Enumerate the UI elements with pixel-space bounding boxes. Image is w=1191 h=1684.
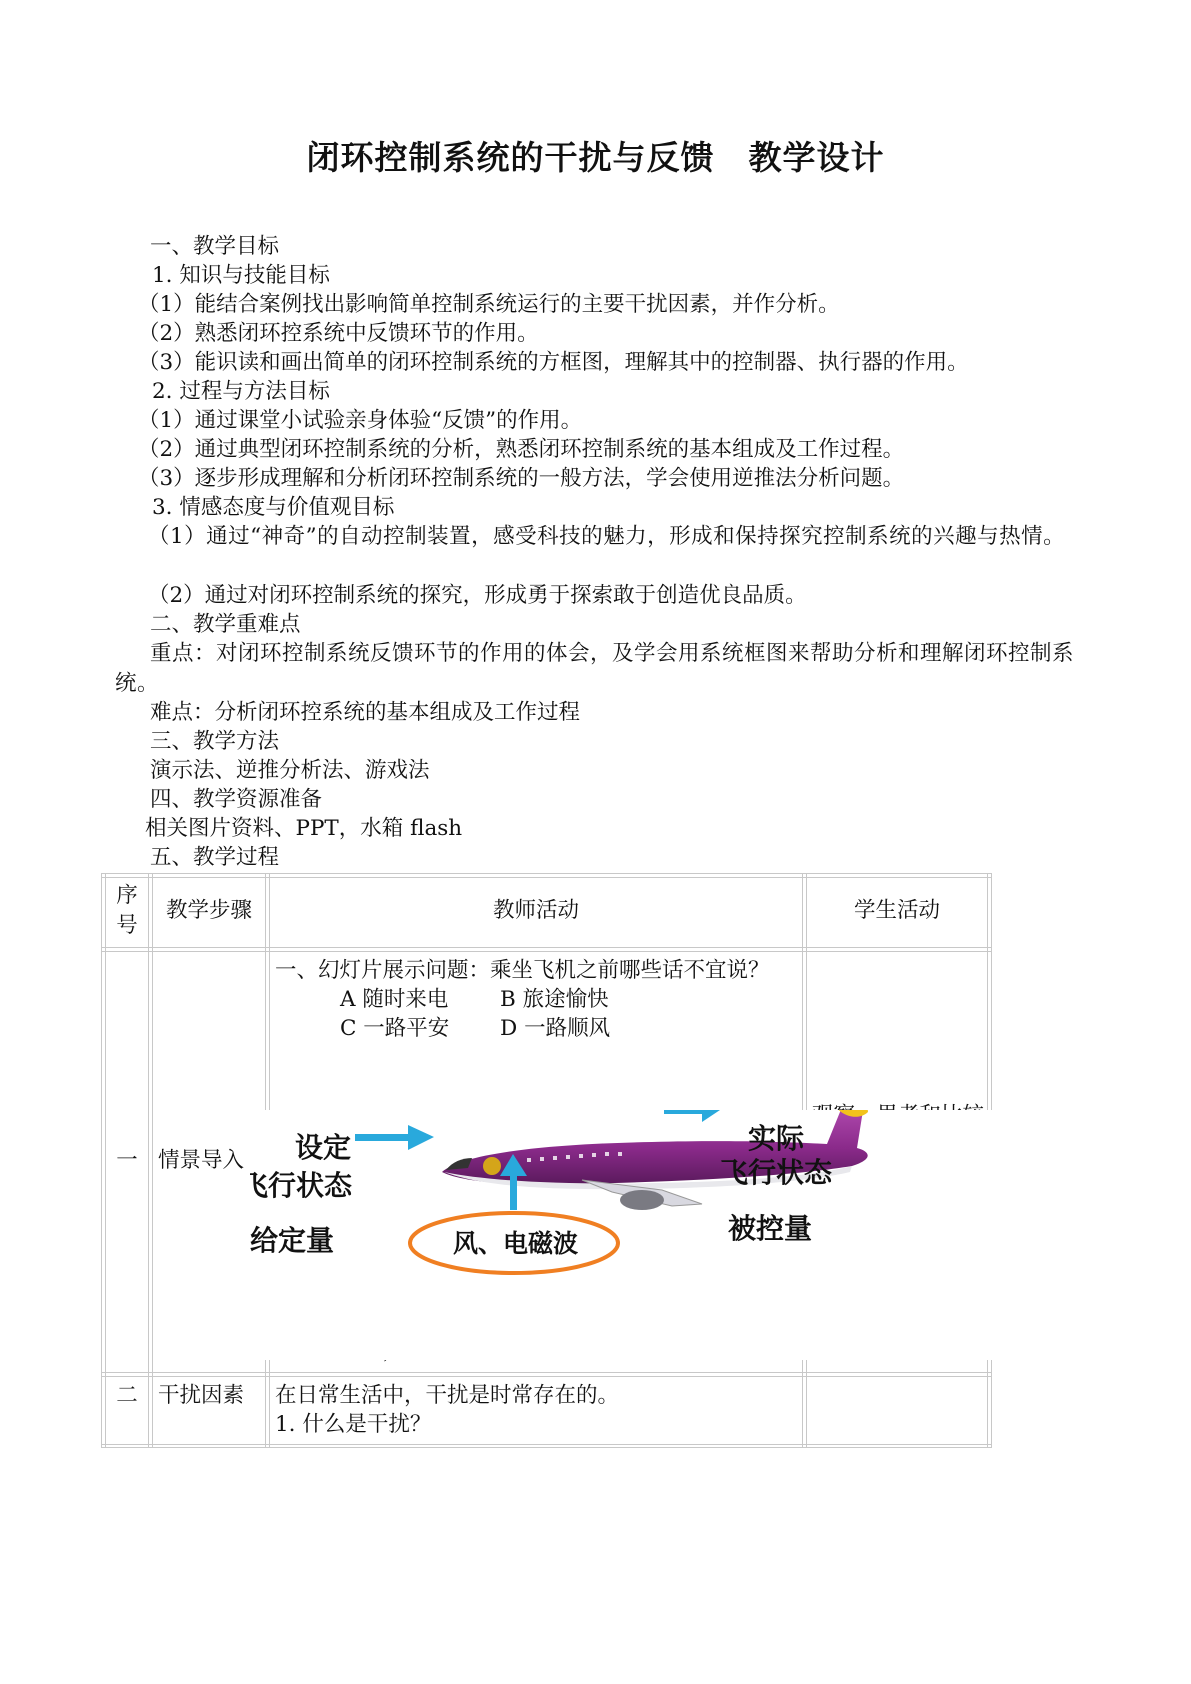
actual-label-1: 实际 — [748, 1122, 805, 1155]
teacher-activity-line: 1. 什么是干扰？ — [275, 1412, 432, 1437]
section-heading-resources: 四、教学资源准备 — [150, 787, 323, 812]
objective-item: （3）逐步形成理解和分析闭环控制系统的一般方法，学会使用逆推法分析问题。 — [138, 466, 905, 491]
section-heading-keypoints: 二、教学重难点 — [150, 612, 301, 637]
methods-text: 演示法、逆推分析法、游戏法 — [150, 758, 430, 783]
option-b: B 旅途愉快 — [500, 987, 609, 1012]
section-heading-process: 五、教学过程 — [150, 845, 280, 870]
option-d: D 一路顺风 — [500, 1016, 611, 1041]
section-heading-methods: 三、教学方法 — [150, 729, 280, 754]
header-no: 序号 — [116, 883, 138, 938]
controlled-quantity: 被控量 — [728, 1212, 813, 1245]
key-point: 重点：对闭环控制系统反馈环节的作用的体会，及学会用系统框图来帮助分析和理解闭环控制系统。 — [115, 641, 1075, 696]
teacher-question: 一、幻灯片展示问题：乘坐飞机之前哪些话不宜说？ — [275, 958, 770, 983]
objective-item: （2）通过典型闭环控制系统的分析，熟悉闭环控制系统的基本组成及工作过程。 — [138, 437, 905, 462]
row-no: 一 — [116, 1148, 138, 1173]
setpoint-quantity: 给定量 — [250, 1224, 335, 1257]
page-title: 闭环控制系统的干扰与反馈 教学设计 — [306, 138, 885, 177]
resources-text: 相关图片资料、PPT，水箱 flash — [145, 816, 463, 841]
actual-label-2: 飞行状态 — [720, 1156, 833, 1189]
row-no: 二 — [116, 1383, 138, 1408]
setpoint-label-2: 飞行状态 — [250, 1169, 353, 1202]
subsection-attitude: 3. 情感态度与价值观目标 — [152, 495, 395, 520]
subsection-knowledge: 1. 知识与技能目标 — [152, 263, 330, 288]
objective-item: （3）能识读和画出简单的闭环控制系统的方框图，理解其中的控制器、执行器的作用。 — [138, 350, 969, 375]
header-teacher: 教师活动 — [492, 898, 579, 923]
row-step: 干扰因素 — [158, 1383, 245, 1408]
objective-item: （2）通过对闭环控制系统的探究，形成勇于探索敢于创造优良品质。 — [148, 583, 807, 608]
header-student: 学生活动 — [853, 898, 940, 923]
row-step: 情景导入 — [158, 1148, 245, 1173]
objective-item: （1）通过课堂小试验亲身体验“反馈”的作用。 — [138, 408, 583, 433]
disturbance-label: 风、电磁波 — [453, 1229, 579, 1258]
setpoint-label-1: 设定 — [295, 1131, 352, 1164]
objective-item: （1）能结合案例找出影响简单控制系统运行的主要干扰因素，并作分析。 — [138, 292, 840, 317]
header-step: 教学步骤 — [165, 898, 252, 923]
section-heading-objectives: 一、教学目标 — [150, 234, 280, 259]
flight-control-diagram — [250, 1110, 1090, 1360]
objective-item: （2）熟悉闭环控系统中反馈环节的作用。 — [138, 321, 539, 346]
option-c: C 一路平安 — [340, 1016, 450, 1041]
difficult-point: 难点：分析闭环控系统的基本组成及工作过程 — [150, 700, 581, 725]
teacher-activity-line: 在日常生活中，干扰是时常存在的。 — [275, 1383, 620, 1408]
option-a: A 随时来电 — [340, 987, 449, 1012]
objective-item: （1）通过“神奇”的自动控制装置，感受科技的魅力，形成和保持探究控制系统的兴趣与热情。 — [148, 524, 1066, 549]
subsection-process: 2. 过程与方法目标 — [152, 379, 330, 404]
output-arrow — [664, 1110, 720, 1122]
input-arrow — [355, 1125, 434, 1150]
